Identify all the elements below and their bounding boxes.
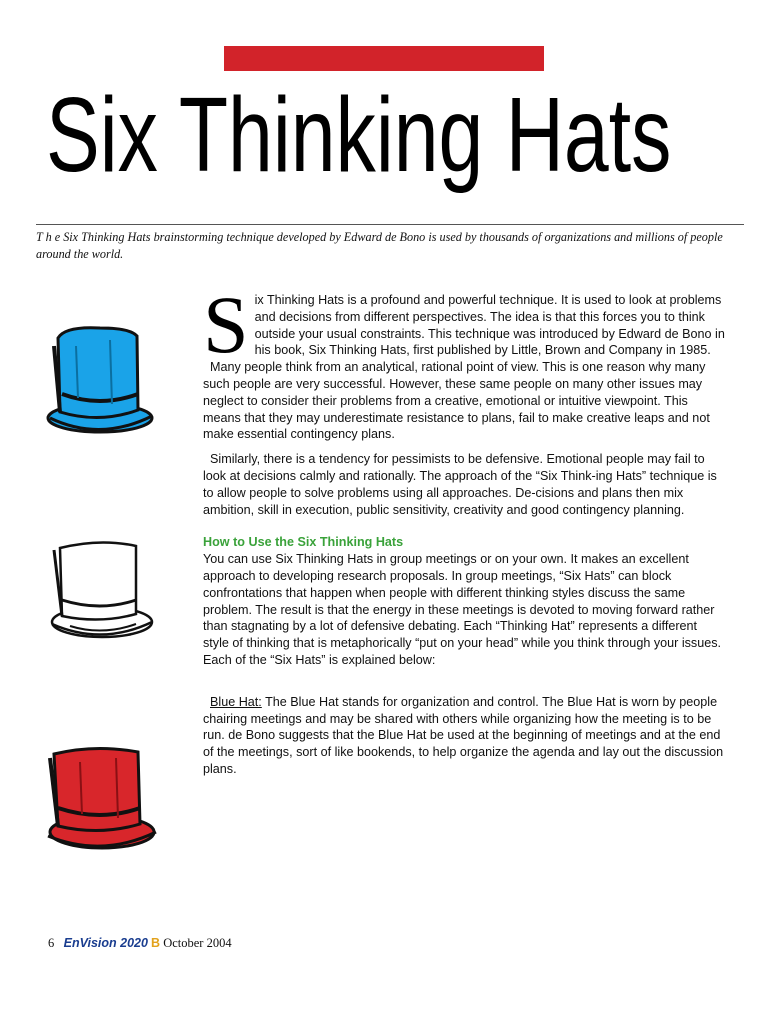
page-title: Six Thinking Hats — [46, 76, 672, 194]
paragraph-how-to-use: You can use Six Thinking Hats in group meetings or on your own. It makes an excellent approach to developing research proposals. In group meetings, “Six Hats” can block confrontations that happen when people with different thinking styles discuss the same problem. The result is that the energy in these meetings is devoted to moving forward rather than stagnating by a lot of defensive debating. Each “Thinking Hat” represents a different style of thinking that is metaphorically “put on your head” while you think through your issues. Each of the “Six Hats” is explained below: — [203, 552, 722, 667]
paragraph-pessimists: Similarly, there is a tendency for pessimists to be defensive. Emotional people may fail to look at decisions calmly and rationally. The approach of the “Six Think-ing Hats” technique is to allow people to solve problems using all approaches. De-cisions and plans then mix ambition, skill in execution, public sensitivity, creativity and good contingency planning. — [203, 452, 717, 517]
footer-separator: B — [151, 936, 161, 950]
blue-hat-label: Blue Hat: — [210, 694, 262, 709]
paragraph-blue-hat: Blue Hat: The Blue Hat stands for organization and control. The Blue Hat is worn by people chairing meetings and may be shared with others while organizing how the meeting is to be run. de Bono suggests that the Blue Hat be used at the beginning of meetings and at the end of the meetings, sort of like bookends, to help organize the agenda and lay out the discussion plans. — [203, 694, 724, 776]
section-heading: How to Use the Six Thinking Hats — [203, 535, 404, 550]
blue-hat-icon — [40, 318, 155, 443]
page-number: 6 — [48, 936, 55, 950]
title-divider — [36, 224, 744, 225]
publication-name: EnVision 2020 — [63, 936, 148, 950]
intro-paragraph: Six Thinking Hats is a profound and powerful technique. It is used to look at problems and decisions from different perspectives. The idea is that this forces you to think outside your usual constraints. This technique was introduced by Edward de Bono in his book, Six Thinking Hats, first published by Little, Brown and Company in 1985. — [203, 279, 725, 370]
article-subtitle: T h e Six Thinking Hats brainstorming technique developed by Edward de Bono is used by thousands of organizations and millions of people around the world. — [36, 230, 723, 261]
drop-cap: S — [203, 279, 249, 370]
title-accent-bar — [224, 46, 544, 71]
page-footer — [48, 936, 448, 951]
paragraph-analytical: Many people think from an analytical, rational point of view. This is one reason why many such people are very successful. However, these same people on many other issues may neglect to consider their problems from a creative, emotional or intuitive viewpoint. This means that they may underestimate resistance to plans, fail to make creative leaps and not make essential contingency plans. — [203, 360, 710, 442]
article-body — [203, 279, 726, 778]
red-hat-icon — [40, 742, 160, 860]
white-hat-icon — [40, 534, 155, 649]
issue-date: October 2004 — [163, 936, 232, 950]
